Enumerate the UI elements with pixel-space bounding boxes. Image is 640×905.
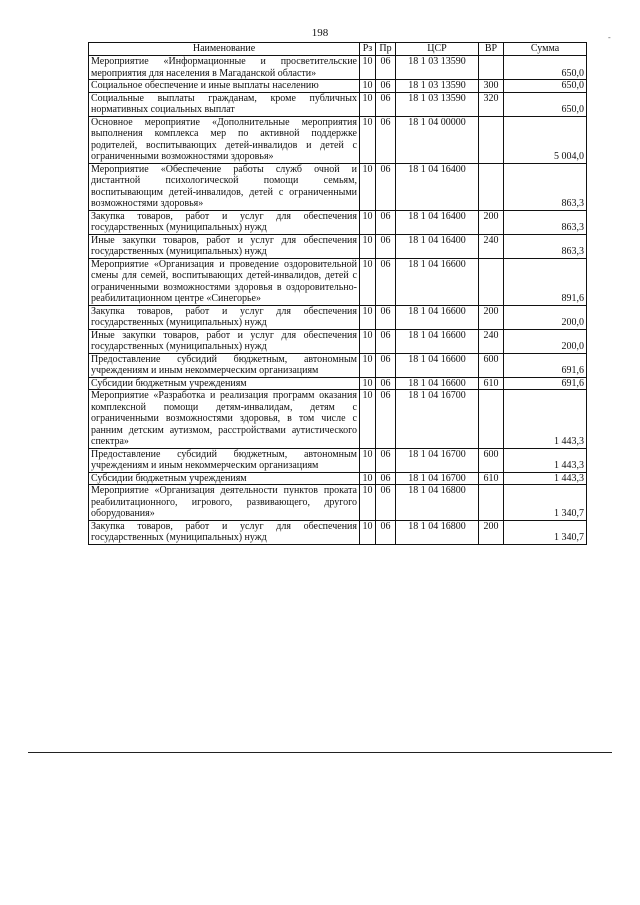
row-csr: 18 1 04 16600 bbox=[396, 258, 479, 305]
row-name: Иные закупки товаров, работ и услуг для обеспечения государственных (муниципальных) нужд bbox=[89, 329, 360, 353]
footer-rule bbox=[28, 752, 612, 753]
row-vr: 200 bbox=[479, 305, 504, 329]
row-name: Социальные выплаты гражданам, кроме публичных нормативных социальных выплат bbox=[89, 92, 360, 116]
row-vr: 600 bbox=[479, 448, 504, 472]
row-sum: 650,0 bbox=[504, 80, 587, 93]
table-row bbox=[89, 377, 587, 390]
row-sum: 891,6 bbox=[504, 258, 587, 305]
row-rz: 10 bbox=[360, 116, 376, 163]
row-csr: 18 1 04 16600 bbox=[396, 305, 479, 329]
row-name: Закупка товаров, работ и услуг для обеспечения государственных (муниципальных) нужд bbox=[89, 305, 360, 329]
row-name: Предоставление субсидий бюджетным, автономным учреждениям и иным некоммерческим организациям bbox=[89, 448, 360, 472]
row-rz: 10 bbox=[360, 472, 376, 485]
row-vr bbox=[479, 116, 504, 163]
row-pr: 06 bbox=[376, 210, 396, 234]
table-row bbox=[89, 56, 587, 80]
table-row bbox=[89, 329, 587, 353]
table-row bbox=[89, 390, 587, 449]
row-vr bbox=[479, 485, 504, 521]
row-sum: 1 443,3 bbox=[504, 472, 587, 485]
row-vr: 240 bbox=[479, 329, 504, 353]
row-pr: 06 bbox=[376, 377, 396, 390]
row-csr: 18 1 04 16700 bbox=[396, 448, 479, 472]
row-name: Предоставление субсидий бюджетным, автономным учреждениям и иным некоммерческим организациям bbox=[89, 353, 360, 377]
row-name: Иные закупки товаров, работ и услуг для обеспечения государственных (муниципальных) нужд bbox=[89, 234, 360, 258]
header-pr: Пр bbox=[376, 43, 396, 56]
row-rz: 10 bbox=[360, 390, 376, 449]
table-row bbox=[89, 116, 587, 163]
table-row bbox=[89, 472, 587, 485]
corner-mark: - bbox=[608, 33, 611, 42]
table-row bbox=[89, 520, 587, 544]
row-name: Мероприятие «Обеспечение работы служб очной и дистантной психологической помощи семьям, воспитывающим детей-инвалидов, детей с ограниченными возможностями здоровья» bbox=[89, 163, 360, 210]
row-pr: 06 bbox=[376, 56, 396, 80]
row-name: Субсидии бюджетным учреждениям bbox=[89, 472, 360, 485]
row-vr: 300 bbox=[479, 80, 504, 93]
row-vr: 610 bbox=[479, 377, 504, 390]
table-row bbox=[89, 305, 587, 329]
row-csr: 18 1 04 00000 bbox=[396, 116, 479, 163]
row-pr: 06 bbox=[376, 234, 396, 258]
row-name: Мероприятие «Организация деятельности пунктов проката реабилитационного, игрового, развивающего, другого оборудования» bbox=[89, 485, 360, 521]
row-sum: 691,6 bbox=[504, 377, 587, 390]
row-sum: 1 443,3 bbox=[504, 390, 587, 449]
row-csr: 18 1 03 13590 bbox=[396, 80, 479, 93]
row-rz: 10 bbox=[360, 210, 376, 234]
row-sum: 863,3 bbox=[504, 163, 587, 210]
row-rz: 10 bbox=[360, 92, 376, 116]
row-rz: 10 bbox=[360, 520, 376, 544]
row-vr bbox=[479, 390, 504, 449]
row-name: Закупка товаров, работ и услуг для обеспечения государственных (муниципальных) нужд bbox=[89, 520, 360, 544]
row-rz: 10 bbox=[360, 234, 376, 258]
row-pr: 06 bbox=[376, 305, 396, 329]
row-csr: 18 1 04 16700 bbox=[396, 472, 479, 485]
row-pr: 06 bbox=[376, 329, 396, 353]
table-row bbox=[89, 210, 587, 234]
row-csr: 18 1 04 16400 bbox=[396, 163, 479, 210]
row-csr: 18 1 03 13590 bbox=[396, 56, 479, 80]
row-csr: 18 1 03 13590 bbox=[396, 92, 479, 116]
table-row bbox=[89, 234, 587, 258]
row-name: Закупка товаров, работ и услуг для обеспечения государственных (муниципальных) нужд bbox=[89, 210, 360, 234]
row-rz: 10 bbox=[360, 56, 376, 80]
table-row bbox=[89, 258, 587, 305]
row-vr bbox=[479, 258, 504, 305]
row-sum: 863,3 bbox=[504, 234, 587, 258]
row-sum: 200,0 bbox=[504, 305, 587, 329]
row-csr: 18 1 04 16800 bbox=[396, 520, 479, 544]
row-sum: 1 443,3 bbox=[504, 448, 587, 472]
row-vr: 200 bbox=[479, 520, 504, 544]
row-vr bbox=[479, 56, 504, 80]
row-rz: 10 bbox=[360, 305, 376, 329]
row-csr: 18 1 04 16400 bbox=[396, 210, 479, 234]
row-csr: 18 1 04 16800 bbox=[396, 485, 479, 521]
row-pr: 06 bbox=[376, 116, 396, 163]
header-csr: ЦСР bbox=[396, 43, 479, 56]
row-sum: 200,0 bbox=[504, 329, 587, 353]
row-sum: 650,0 bbox=[504, 92, 587, 116]
row-pr: 06 bbox=[376, 448, 396, 472]
row-pr: 06 bbox=[376, 163, 396, 210]
table-header-row bbox=[89, 43, 587, 56]
row-rz: 10 bbox=[360, 80, 376, 93]
row-pr: 06 bbox=[376, 258, 396, 305]
row-name: Мероприятие «Организация и проведение оздоровительной смены для семей, воспитывающих детей-инвалидов, детей с ограниченными возможностями здоровья в оздоровительно-реабилитационном центре «Синегорье» bbox=[89, 258, 360, 305]
row-pr: 06 bbox=[376, 485, 396, 521]
row-name: Мероприятие «Разработка и реализация программ оказания комплексной помощи детям-инвалидам, детям с ограниченными возможностями здоровья, в том числе с ранним детским аутизмом, расстройствами аутистического спектра» bbox=[89, 390, 360, 449]
row-csr: 18 1 04 16600 bbox=[396, 329, 479, 353]
page-number: 198 bbox=[311, 27, 329, 39]
row-sum: 650,0 bbox=[504, 56, 587, 80]
row-vr bbox=[479, 163, 504, 210]
row-pr: 06 bbox=[376, 92, 396, 116]
row-rz: 10 bbox=[360, 485, 376, 521]
table-row bbox=[89, 92, 587, 116]
row-pr: 06 bbox=[376, 520, 396, 544]
row-name: Мероприятие «Информационные и просветительские мероприятия для населения в Магаданской области» bbox=[89, 56, 360, 80]
row-vr: 320 bbox=[479, 92, 504, 116]
row-rz: 10 bbox=[360, 377, 376, 390]
header-vr: ВР bbox=[479, 43, 504, 56]
row-pr: 06 bbox=[376, 80, 396, 93]
row-csr: 18 1 04 16600 bbox=[396, 377, 479, 390]
row-vr: 200 bbox=[479, 210, 504, 234]
row-vr: 610 bbox=[479, 472, 504, 485]
row-pr: 06 bbox=[376, 390, 396, 449]
row-sum: 863,3 bbox=[504, 210, 587, 234]
row-rz: 10 bbox=[360, 163, 376, 210]
table-row bbox=[89, 163, 587, 210]
row-name: Субсидии бюджетным учреждениям bbox=[89, 377, 360, 390]
row-sum: 1 340,7 bbox=[504, 485, 587, 521]
header-rz: Рз bbox=[360, 43, 376, 56]
row-name: Основное мероприятие «Дополнительные мероприятия выполнения комплекса мер по активной поддержке родителей, воспитывающих детей-инвалидов и детей с ограниченными возможностями здоровья» bbox=[89, 116, 360, 163]
row-name: Социальное обеспечение и иные выплаты населению bbox=[89, 80, 360, 93]
row-csr: 18 1 04 16600 bbox=[396, 353, 479, 377]
row-csr: 18 1 04 16700 bbox=[396, 390, 479, 449]
table-row bbox=[89, 80, 587, 93]
table-row bbox=[89, 485, 587, 521]
row-rz: 10 bbox=[360, 448, 376, 472]
row-rz: 10 bbox=[360, 353, 376, 377]
row-vr: 600 bbox=[479, 353, 504, 377]
row-sum: 5 004,0 bbox=[504, 116, 587, 163]
row-pr: 06 bbox=[376, 353, 396, 377]
budget-table bbox=[88, 42, 587, 545]
table-row bbox=[89, 448, 587, 472]
row-vr: 240 bbox=[479, 234, 504, 258]
header-sum: Сумма bbox=[504, 43, 587, 56]
row-csr: 18 1 04 16400 bbox=[396, 234, 479, 258]
header-name: Наименование bbox=[89, 43, 360, 56]
row-rz: 10 bbox=[360, 258, 376, 305]
row-sum: 1 340,7 bbox=[504, 520, 587, 544]
row-sum: 691,6 bbox=[504, 353, 587, 377]
row-rz: 10 bbox=[360, 329, 376, 353]
table-row bbox=[89, 353, 587, 377]
row-pr: 06 bbox=[376, 472, 396, 485]
